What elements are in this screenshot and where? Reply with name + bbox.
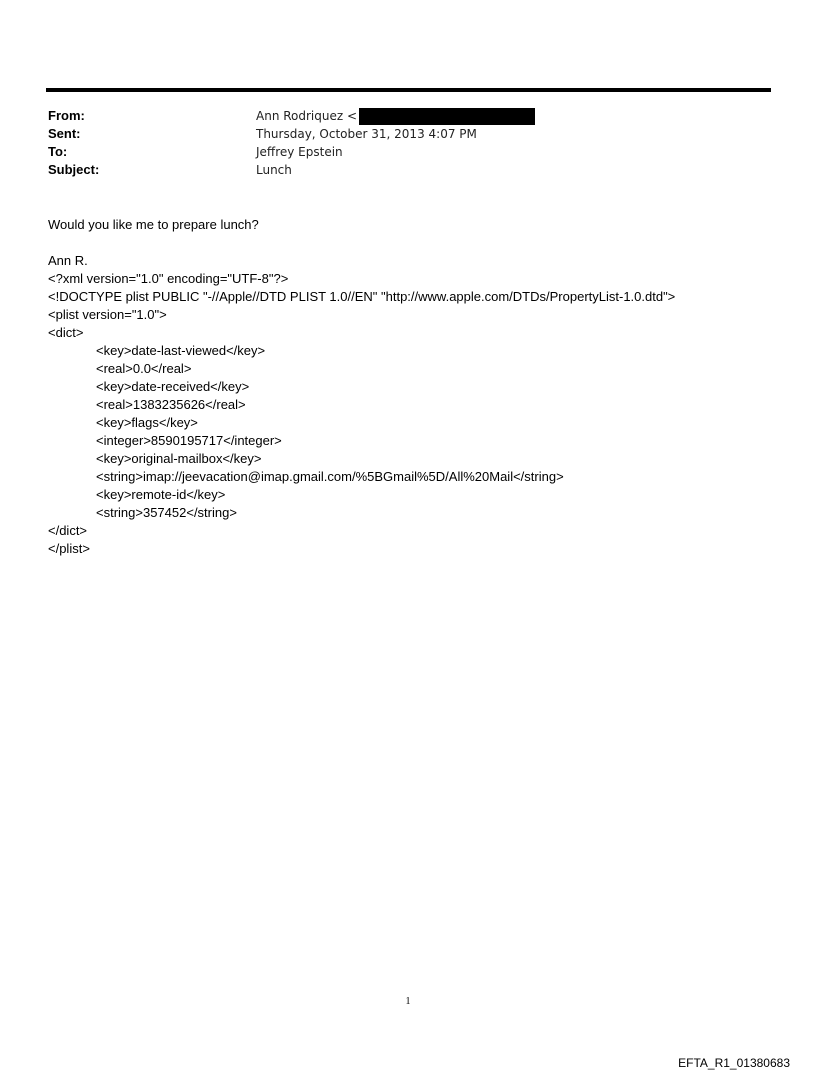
sent-value: Thursday, October 31, 2013 4:07 PM — [256, 127, 477, 141]
xml-line: <real>0.0</real> — [96, 361, 192, 376]
from-row — [48, 107, 748, 125]
xml-line: <!DOCTYPE plist PUBLIC "-//Apple//DTD PLIST 1.0//EN" "http://www.apple.com/DTDs/PropertyList-1.0.dtd"> — [48, 289, 676, 304]
xml-line: <key>date-last-viewed</key> — [96, 343, 266, 358]
from-value — [256, 107, 535, 125]
xml-line: <string>imap://jeevacation@imap.gmail.com/%5BGmail%5D/All%20Mail</string> — [96, 469, 564, 484]
subject-value: Lunch — [256, 163, 292, 177]
xml-line: <string>357452</string> — [96, 505, 237, 520]
xml-line: <key>flags</key> — [96, 415, 198, 430]
subject-label: Subject: — [48, 162, 100, 177]
redaction-box — [359, 108, 535, 125]
page-number: 1 — [405, 996, 411, 1007]
subject-row — [48, 161, 748, 179]
from-label: From: — [48, 108, 85, 123]
body-signature: Ann R. — [48, 253, 88, 268]
to-value: Jeffrey Epstein — [256, 145, 343, 159]
xml-line: <plist version="1.0"> — [48, 307, 167, 322]
xml-line: <key>remote-id</key> — [96, 487, 226, 502]
email-body — [48, 216, 788, 558]
document-id: EFTA_R1_01380683 — [678, 1056, 790, 1070]
body-question: Would you like me to prepare lunch? — [48, 217, 259, 232]
to-row — [48, 143, 748, 161]
email-header — [48, 107, 748, 179]
to-label: To: — [48, 144, 68, 159]
xml-line: <dict> — [48, 325, 84, 340]
sent-row — [48, 125, 748, 143]
xml-line: <?xml version="1.0" encoding="UTF-8"?> — [48, 271, 289, 286]
xml-line: <real>1383235626</real> — [96, 397, 246, 412]
sender-name: Ann Rodriquez < — [256, 109, 358, 123]
sent-label: Sent: — [48, 126, 81, 141]
xml-line: </dict> — [48, 523, 88, 538]
header-divider — [46, 88, 771, 92]
xml-line: <key>original-mailbox</key> — [96, 451, 262, 466]
xml-line: </plist> — [48, 541, 90, 556]
xml-line: <integer>8590195717</integer> — [96, 433, 282, 448]
xml-line: <key>date-received</key> — [96, 379, 250, 394]
